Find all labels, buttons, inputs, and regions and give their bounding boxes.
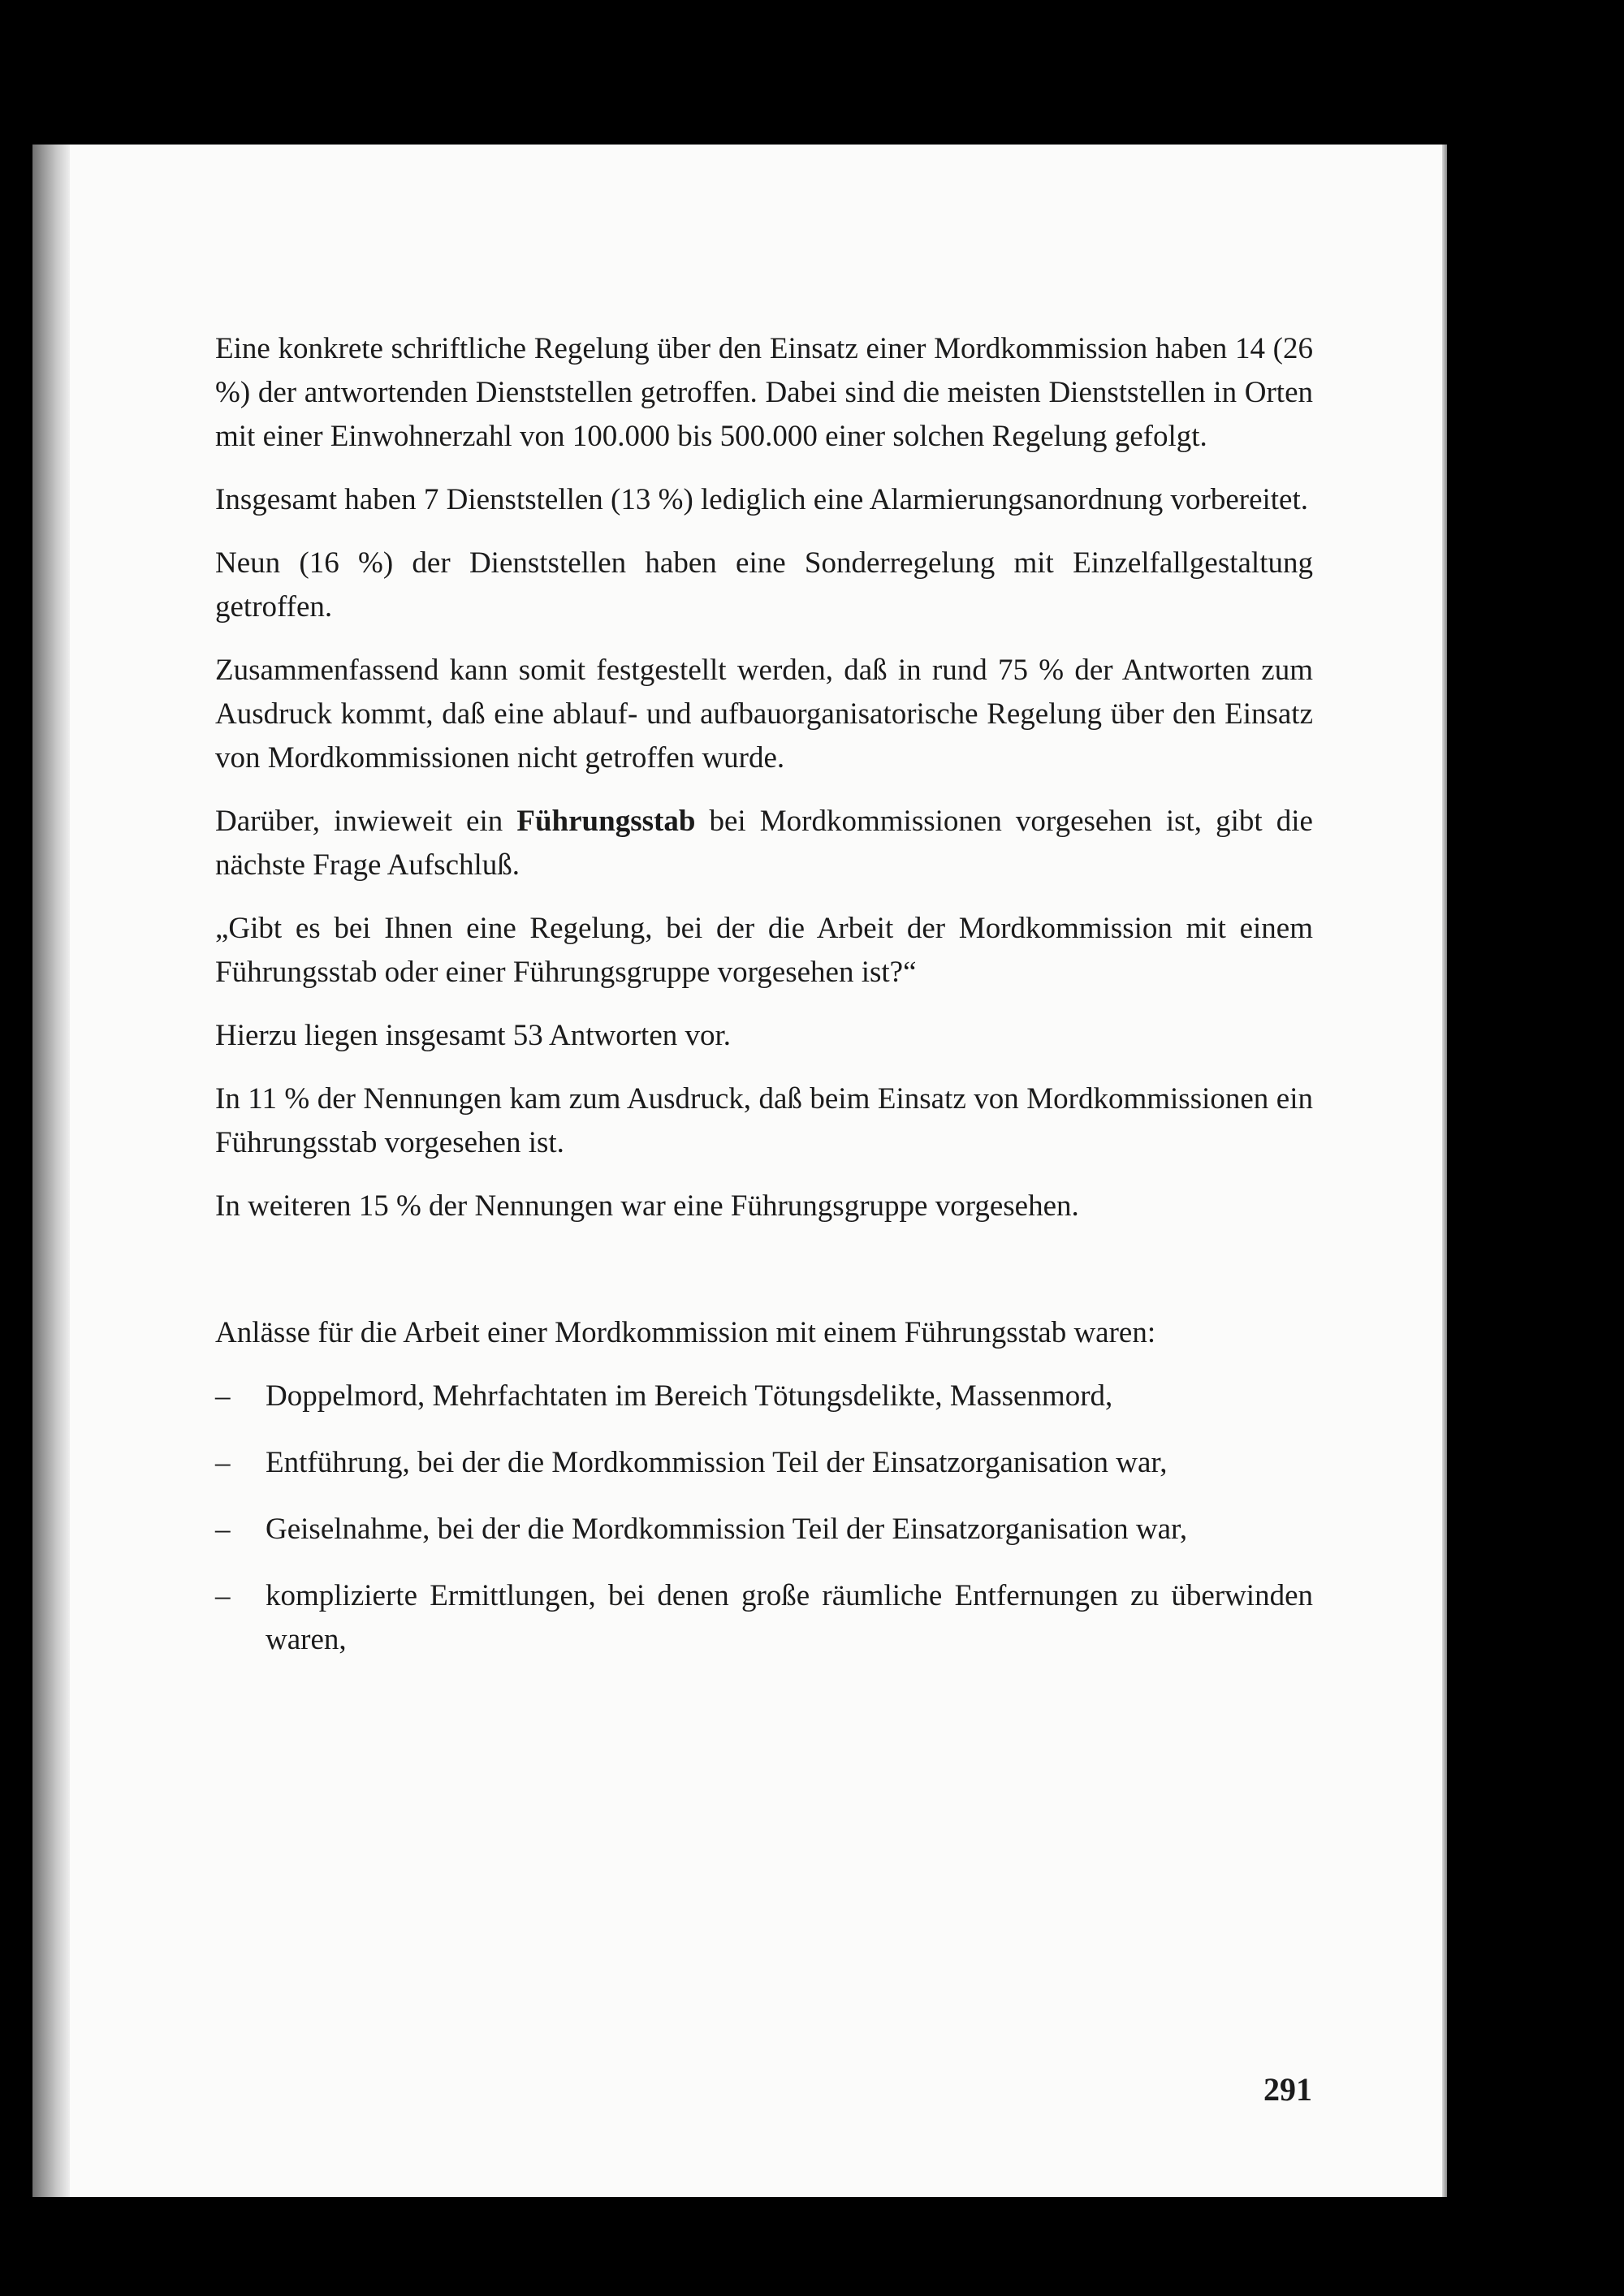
list-item-text: Geiselnahme, bei der die Mordkommission Teil der Einsatzorganisation war, xyxy=(266,1513,1188,1546)
paragraph-summary: Zusammenfassend kann somit festgestellt werden, daß in rund 75 % der Antworten zum Ausdruck kommt, daß eine ablauf- und aufbauorganisatorische Regelung über den Einsatz von Mordkommissionen nicht getroffen wurde. xyxy=(215,654,1313,775)
page-right-edge xyxy=(1442,145,1447,2197)
page-spine-shadow xyxy=(32,145,70,2197)
dash-marker: – xyxy=(215,1579,231,1612)
paragraph-survey-question: „Gibt es bei Ihnen eine Regelung, bei der die Arbeit der Mordkommission mit einem Führungsstab oder einer Führungsgruppe vorgesehen ist?“ xyxy=(215,912,1313,989)
occasions-list xyxy=(215,1375,1313,1662)
list-item-text: komplizierte Ermittlungen, bei denen große räumliche Entfernungen zu überwinden waren, xyxy=(266,1579,1313,1656)
page-number: 291 xyxy=(1263,2071,1312,2108)
paragraph-leadership-group-share: In weiteren 15 % der Nennungen war eine Führungsgruppe vorgesehen. xyxy=(215,1189,1079,1223)
list-item xyxy=(215,1508,1313,1552)
dash-marker: – xyxy=(215,1513,231,1546)
list-item xyxy=(215,1574,1313,1662)
list-item-text: Doppelmord, Mehrfachtaten im Bereich Tötungsdelikte, Massenmord, xyxy=(266,1379,1113,1413)
paragraph-leadership-staff-intro-start: Darüber, inwieweit ein xyxy=(215,805,517,838)
paragraph-alarm-order: Insgesamt haben 7 Dienststellen (13 %) lediglich eine Alarmierungsanordnung vorbereitet. xyxy=(215,483,1309,516)
paragraph-answer-count: Hierzu liegen insgesamt 53 Antworten vor. xyxy=(215,1019,732,1052)
paragraph-occasions-intro: Anlässe für die Arbeit einer Mordkommission mit einem Führungsstab waren: xyxy=(215,1316,1156,1349)
paragraph-leadership-staff-intro xyxy=(215,800,1313,887)
paragraph-leadership-staff-intro-end: bei Mordkommissionen vorgesehen ist, gibt die nächste Frage Aufschluß. xyxy=(215,805,1313,882)
book-page xyxy=(32,145,1447,2197)
list-item xyxy=(215,1375,1313,1418)
section-gap xyxy=(215,1248,1313,1311)
body-text xyxy=(215,327,1313,1685)
dash-marker: – xyxy=(215,1446,231,1479)
paragraph-leadership-staff-share: In 11 % der Nennungen kam zum Ausdruck, daß beim Einsatz von Mordkommissionen ein Führungsstab vorgesehen ist. xyxy=(215,1082,1313,1159)
paragraph-written-regulation: Eine konkrete schriftliche Regelung über den Einsatz einer Mordkommission haben 14 (26 %) der antwortenden Dienststellen getroffen. Dabei sind die meisten Dienststellen in Orten mit einer Einwohnerzahl von 100.000 bis 500.000 einer solchen Regelung gefolgt. xyxy=(215,332,1313,453)
dash-marker: – xyxy=(215,1379,231,1413)
list-item-text: Entführung, bei der die Mordkommission Teil der Einsatzorganisation war, xyxy=(266,1446,1168,1479)
keyword-fuehrungsstab: Führungsstab xyxy=(516,805,696,838)
paragraph-special-regulation: Neun (16 %) der Dienststellen haben eine Sonderregelung mit Einzelfallgestaltung getroffen. xyxy=(215,546,1313,624)
list-item xyxy=(215,1441,1313,1485)
